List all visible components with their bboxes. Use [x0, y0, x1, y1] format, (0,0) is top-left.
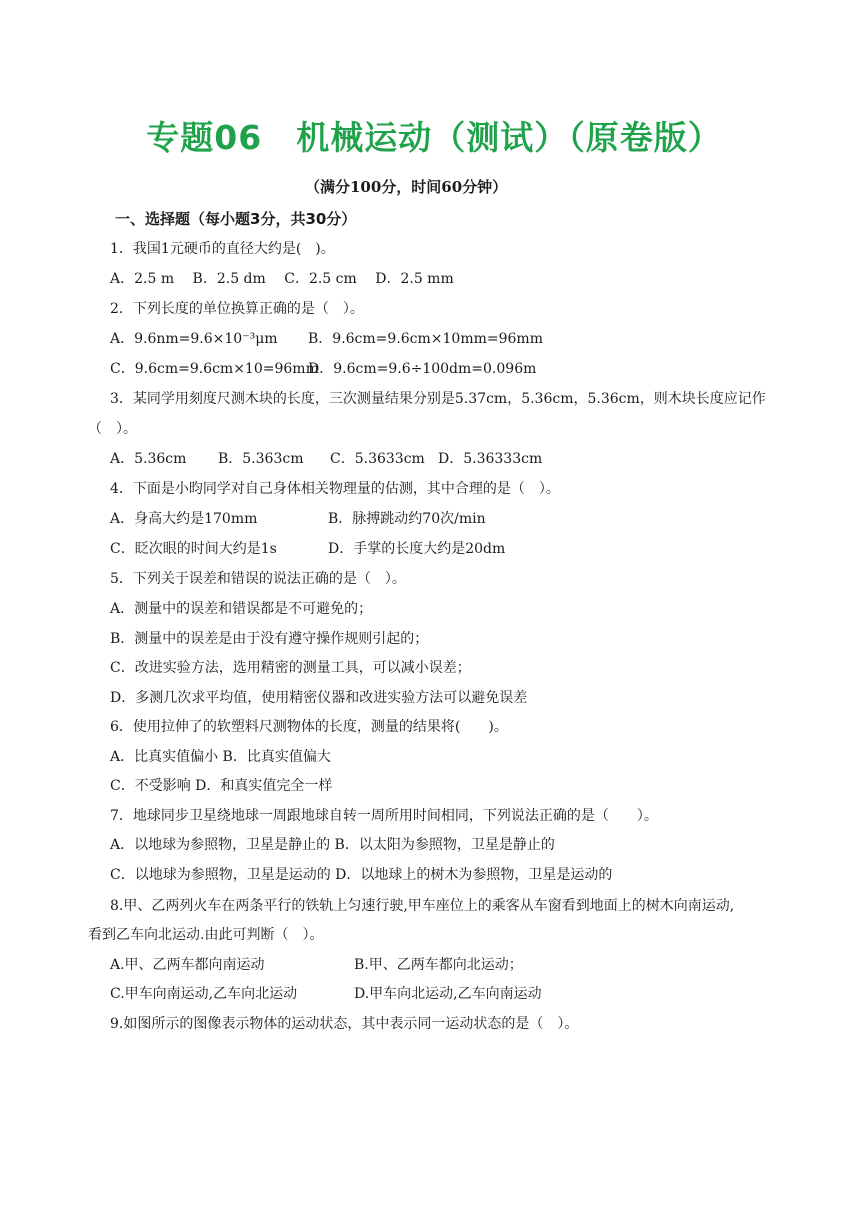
question-5-option-d: D．多测几次求平均值，使用精密仪器和改进实验方法可以避免误差 [110, 690, 528, 706]
question-8-stem-line1: 8.甲、乙两列火车在两条平行的铁轨上匀速行驶,甲车座位上的乘客从车窗看到地面上的树木向南运动, [110, 898, 735, 914]
question-4-option-b: B．脉搏跳动约70次/min [328, 511, 486, 527]
question-7-options-cd: C．以地球为参照物，卫星是运动的 D．以地球上的树木为参照物，卫星是运动的 [110, 867, 613, 883]
question-4-option-a: A．身高大约是170mm [110, 511, 258, 527]
question-1-stem: 1．我国1元硬币的直径大约是( )。 [110, 241, 335, 257]
question-5-option-c: C．改进实验方法，选用精密的测量工具，可以减小误差； [110, 660, 471, 676]
question-6-options-cd: C．不受影响 D．和真实值完全一样 [110, 778, 333, 794]
question-7-stem: 7．地球同步卫星绕地球一周跟地球自转一周所用时间相同，下列说法正确的是（ ）。 [110, 808, 658, 824]
document-title: 专题06 机械运动（测试）（原卷版） [146, 118, 722, 157]
score-time-note: （满分100分，时间60分钟） [305, 178, 508, 196]
question-3-stem-line2: （ ）。 [88, 421, 137, 437]
question-5-option-a: A．测量中的误差和错误都是不可避免的； [110, 601, 373, 617]
question-5-option-b: B．测量中的误差是由于没有遵守操作规则引起的； [110, 631, 429, 647]
question-3-option-d: D．5.36333cm [438, 451, 543, 467]
question-3-stem-line1: 3．某同学用刻度尺测木块的长度，三次测量结果分别是5.37cm，5.36cm，5.36cm，则木块长度应记作 [110, 391, 766, 407]
question-8-option-b: B.甲、乙两车都向北运动； [354, 957, 523, 973]
question-9-stem: 9.如图所示的图像表示物体的运动状态，其中表示同一运动状态的是（ ）。 [110, 1016, 579, 1032]
question-3-option-a: A．5.36cm [110, 451, 187, 467]
question-3-option-c: C．5.3633cm [330, 451, 425, 467]
question-4-option-d: D．手掌的长度大约是20dm [328, 541, 506, 557]
question-4-stem: 4．下面是小昀同学对自己身体相关物理量的估测，其中合理的是（ ）。 [110, 481, 560, 497]
question-8-option-c: C.甲车向南运动,乙车向北运动 [110, 986, 298, 1002]
question-6-options-ab: A．比真实值偏小 B．比真实值偏大 [110, 749, 331, 765]
question-7-options-ab: A．以地球为参照物，卫星是静止的 B．以太阳为参照物，卫星是静止的 [110, 837, 555, 853]
question-8-stem-line2: 看到乙车向北运动.由此可判断（ ）。 [88, 927, 324, 943]
question-2-option-d: D．9.6cm=9.6÷100dm=0.096m [308, 361, 537, 377]
section-heading: 一、选择题（每小题3分，共30分） [115, 210, 357, 228]
question-3-option-b: B．5.363cm [218, 451, 304, 467]
question-8-option-a: A.甲、乙两车都向南运动 [110, 957, 265, 973]
question-2-option-b: B．9.6cm=9.6cm×10mm=96mm [308, 331, 543, 347]
question-6-stem: 6．使用拉伸了的软塑料尺测物体的长度，测量的结果将( )。 [110, 719, 508, 735]
question-5-stem: 5．下列关于误差和错误的说法正确的是（ ）。 [110, 571, 406, 587]
question-2-stem: 2．下列长度的单位换算正确的是（ ）。 [110, 301, 364, 317]
question-2-option-c: C．9.6cm=9.6cm×10=96mm [110, 361, 319, 377]
question-8-option-d: D.甲车向北运动,乙车向南运动 [354, 986, 542, 1002]
question-2-option-a: A．9.6nm=9.6×10⁻³μm [110, 331, 278, 347]
question-1-options: A．2.5 m B．2.5 dm C．2.5 cm D．2.5 mm [110, 271, 454, 287]
question-4-option-c: C．眨次眼的时间大约是1s [110, 541, 277, 557]
